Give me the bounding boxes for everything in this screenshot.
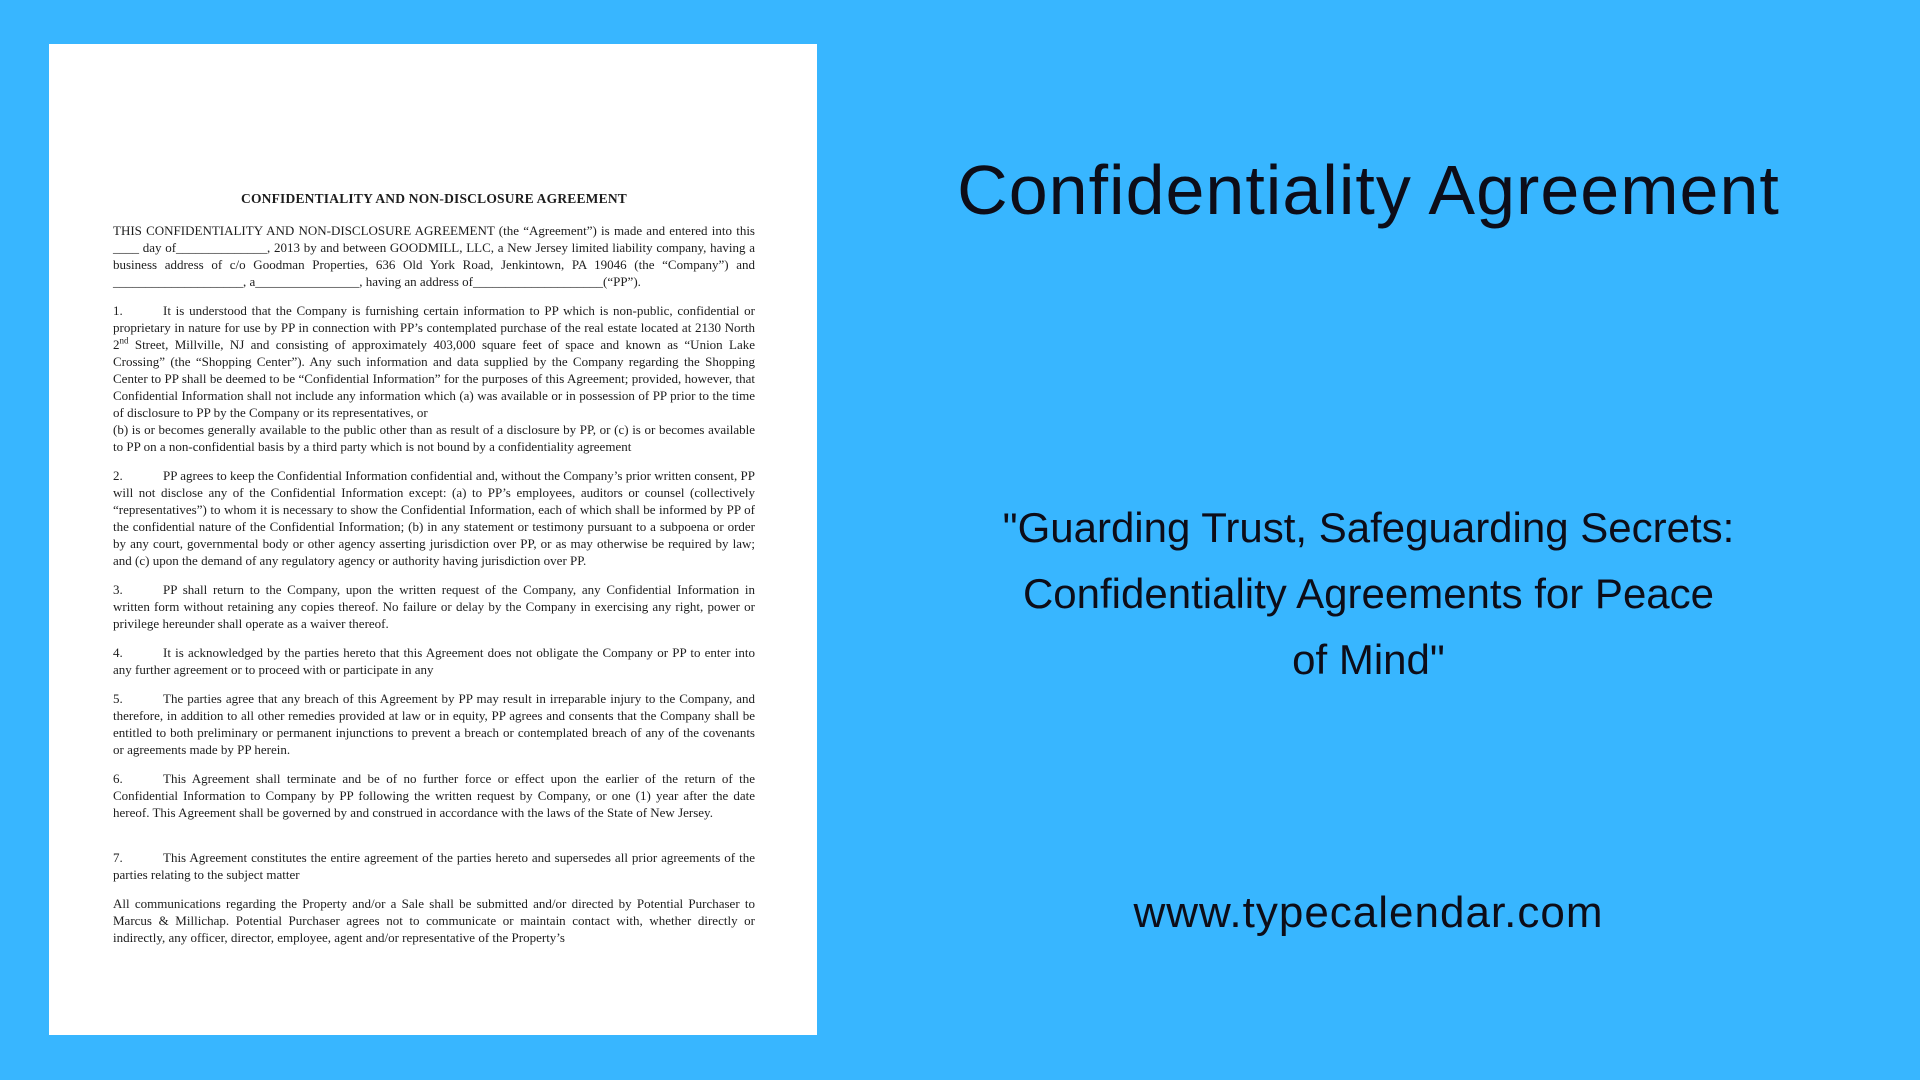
clause-4-text: It is acknowledged by the parties hereto that this Agreement does not obligate the Company or PP to enter into any further agreement or to proceed with or participate in any: [113, 645, 755, 677]
ordinal-superscript: nd: [119, 335, 129, 346]
tagline-quote: [847, 495, 1890, 693]
clause-1-text-continued: Street, Millville, NJ and consisting of approximately 403,000 square feet of space and known as “Union Lake Crossing” (the “Shopping Center”). Any such information and data supplied by the Company regarding the Shopping Center to PP shall be deemed to be “Confidential Information” for the purposes of this Agreement; provided, however, that Confidential Information shall not include any information which (a) was available or in possession of PP prior to the time of disclosure to PP by the Company or its representatives, or: [113, 337, 755, 420]
agreement-clause-7: [113, 849, 755, 883]
agreement-clause-5: [113, 690, 755, 758]
clause-5-number: 5.: [113, 691, 123, 706]
document-page: [49, 44, 817, 1035]
clause-1-text: It is understood that the Company is furnishing certain information to PP which is non-public, confidential or proprietary in nature for use by PP in connection with PP’s contemplated purchase of the real estate located at 2130 North 2: [113, 303, 755, 352]
tagline-quote-line-1: "Guarding Trust, Safeguarding Secrets:: [1002, 504, 1735, 551]
tagline-quote-line-3: of Mind": [1292, 636, 1445, 683]
clause-2-text: PP agrees to keep the Confidential Information confidential and, without the Company’s prior written consent, PP will not disclose any of the Confidential Information except: (a) to PP’s employees, auditors or counsel (collectively “representatives”) to whom it is necessary to show the Confidential Information, each of which shall be informed by PP of the confidential nature of the Confidential Information; (b) in any statement or testimony pursuant to a subpoena or order by any court, governmental body or other agency asserting jurisdiction over PP, or as may otherwise be required by law; and (c) upon the demand of any regulatory agency or authority having jurisdiction over PP.: [113, 468, 755, 568]
clause-4-number: 4.: [113, 645, 123, 660]
right-panel: [817, 0, 1920, 1080]
clause-3-text: PP shall return to the Company, upon the written request of the Company, any Confidential Information in written form without retaining any copies thereof. No failure or delay by the Company in exercising any right, power or privilege hereunder shall operate as a waiver thereof.: [113, 582, 755, 631]
agreement-clause-3: [113, 581, 755, 632]
agreement-clause-6: [113, 770, 755, 821]
document-intro-paragraph: THIS CONFIDENTIALITY AND NON-DISCLOSURE AGREEMENT (the “Agreement”) is made and entered into this ____ day of______________, 2013 by and between GOODMILL, LLC, a New Jersey limited liability company, having a business address of c/o Goodman Properties, 636 Old York Road, Jenkintown, PA 19046 (the “Company”) and ____________________, a________________, having an address of____________________(“PP”).: [113, 223, 755, 289]
clause-1-number: 1.: [113, 303, 123, 318]
agreement-clause-4: [113, 644, 755, 678]
document-title: CONFIDENTIALITY AND NON-DISCLOSURE AGREEMENT: [241, 191, 627, 206]
clause-6-number: 6.: [113, 771, 123, 786]
clause-1-subitem-b: (b) is or becomes generally available to the public other than as result of a disclosure by PP, or (c) is or becomes available to PP on a non-confidential basis by a third party which is not bound by a confidentiality agreement: [113, 422, 755, 454]
clause-7-number: 7.: [113, 850, 123, 865]
agreement-clause-2: [113, 467, 755, 569]
clause-2-number: 2.: [113, 468, 123, 483]
agreement-clause-1: [113, 302, 755, 455]
tagline-quote-line-2: Confidentiality Agreements for Peace: [1022, 570, 1715, 617]
clause-5-text: The parties agree that any breach of this Agreement by PP may result in irreparable injury to the Company, and therefore, in addition to all other remedies provided at law or in equity, PP agrees and consents that the Company shall be entitled to both preliminary or permanent injunctions to prevent a breach or contemplated breach of any of the covenants or agreements made by PP herein.: [113, 691, 755, 757]
clause-3-number: 3.: [113, 582, 123, 597]
website-url: www.typecalendar.com: [1133, 888, 1604, 937]
poster-title: Confidentiality Agreement: [957, 151, 1780, 229]
clause-6-text: This Agreement shall terminate and be of no further force or effect upon the earlier of the return of the Confidential Information to Company by PP following the written request by Company, or one (1) year after the date hereof. This Agreement shall be governed by and construed in accordance with the laws of the State of New Jersey.: [113, 771, 755, 820]
clause-7-text: This Agreement constitutes the entire agreement of the parties hereto and supersedes all prior agreements of the parties relating to the subject matter: [113, 850, 755, 882]
document-closing-paragraph: All communications regarding the Property and/or a Sale shall be submitted and/or directed by Potential Purchaser to Marcus & Millichap. Potential Purchaser agrees not to communicate or maintain contact with, whether directly or indirectly, any officer, director, employee, agent and/or representative of the Property’s: [113, 896, 755, 945]
